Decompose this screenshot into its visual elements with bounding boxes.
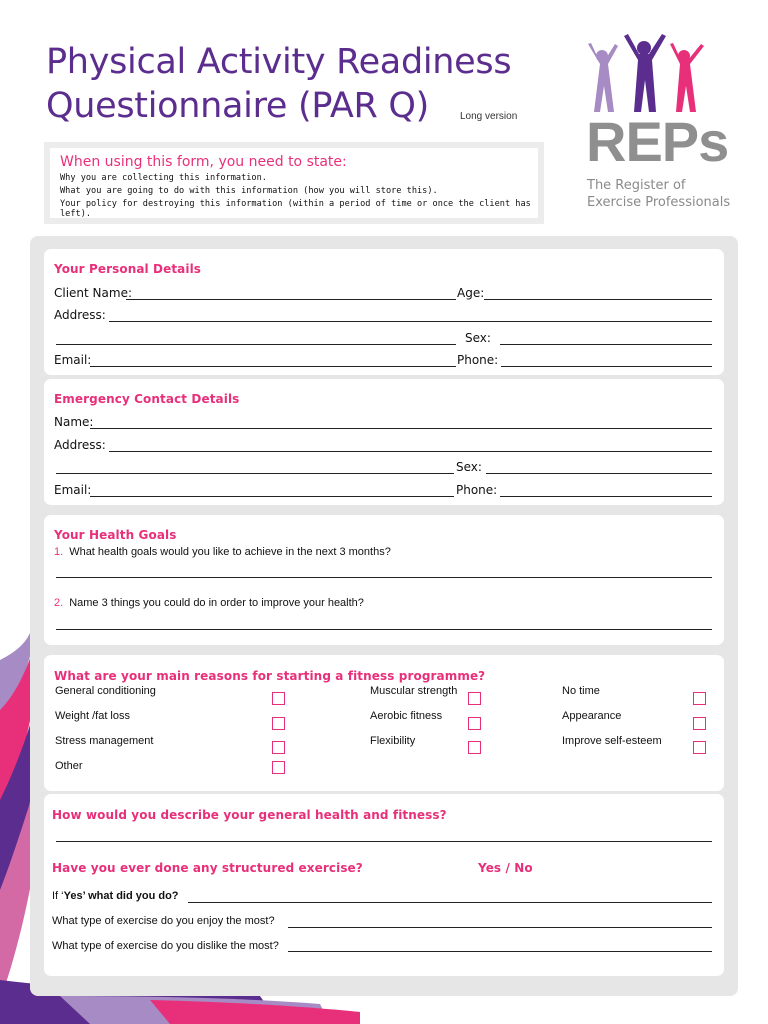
if-yes-bold: Yes’ what did you do? <box>63 890 179 902</box>
emergency-address-field-line2[interactable] <box>56 473 454 474</box>
emergency-sex-label: Sex: <box>456 460 482 474</box>
email-label: Email: <box>54 353 92 367</box>
reps-tagline-1: The Register of <box>587 178 686 193</box>
version-label: Long version <box>460 111 518 122</box>
phone-label: Phone: <box>457 353 499 367</box>
reason-stress-management: Stress management <box>55 735 154 747</box>
general-health-question: How would you describe your general health and fitness? <box>52 808 447 822</box>
emergency-address-field[interactable] <box>109 451 712 452</box>
checkbox-muscular-strength[interactable] <box>468 692 481 705</box>
reason-self-esteem: Improve self-esteem <box>562 735 662 747</box>
notice-box <box>44 142 544 224</box>
emergency-phone-label: Phone: <box>456 483 498 497</box>
fitness-history-card <box>44 794 724 976</box>
emergency-phone-field[interactable] <box>500 496 712 497</box>
client-name-field[interactable] <box>126 299 456 300</box>
sex-field[interactable] <box>500 344 712 345</box>
yes-no-option[interactable]: Yes / No <box>478 861 533 875</box>
checkbox-no-time[interactable] <box>693 692 706 705</box>
emergency-name-field[interactable] <box>90 428 712 429</box>
reason-appearance: Appearance <box>562 710 622 722</box>
page-title-line1: Physical Activity Readiness <box>46 42 512 82</box>
section-title-goals: Your Health Goals <box>54 528 177 542</box>
question-text: What health goals would you like to achieve in the next 3 months? <box>69 546 391 558</box>
health-goals-card <box>44 515 724 645</box>
checkbox-flexibility[interactable] <box>468 741 481 754</box>
address-label: Address: <box>54 308 106 322</box>
checkbox-weight-loss[interactable] <box>272 717 285 730</box>
question-number: 1. <box>54 546 64 558</box>
enjoy-answer[interactable] <box>288 927 712 928</box>
structured-exercise-question: Have you ever done any structured exercise? <box>52 861 363 875</box>
checkbox-other[interactable] <box>272 761 285 774</box>
reason-no-time: No time <box>562 685 600 697</box>
email-field[interactable] <box>90 366 456 367</box>
if-yes-prefix: If ‘ <box>52 890 64 902</box>
notice-heading: When using this form, you need to state: <box>60 154 347 170</box>
reason-general-conditioning: General conditioning <box>55 685 156 697</box>
checkbox-aerobic-fitness[interactable] <box>468 717 481 730</box>
enjoy-question: What type of exercise do you enjoy the most? <box>52 915 275 927</box>
emergency-email-label: Email: <box>54 483 92 497</box>
checkbox-stress-management[interactable] <box>272 741 285 754</box>
phone-field[interactable] <box>501 366 712 367</box>
sex-label: Sex: <box>465 331 491 345</box>
goal-question-1 <box>54 546 391 558</box>
notice-line: Your policy for destroying this information (within a period of time or once the client has left). <box>60 199 531 219</box>
emergency-address-label: Address: <box>54 438 106 452</box>
reps-tagline-2: Exercise Professionals <box>587 195 731 210</box>
reason-weight-loss: Weight /fat loss <box>55 710 130 722</box>
dislike-question: What type of exercise do you dislike the most? <box>52 940 279 952</box>
client-name-label: Client Name: <box>54 286 132 300</box>
goal-answer-1[interactable] <box>56 577 712 578</box>
personal-details-card <box>44 249 724 375</box>
reason-aerobic-fitness: Aerobic fitness <box>370 710 443 722</box>
reps-figures-logo-icon <box>580 34 710 116</box>
checkbox-self-esteem[interactable] <box>693 741 706 754</box>
section-title-personal: Your Personal Details <box>54 262 202 276</box>
reps-wordmark: REPs <box>586 110 729 173</box>
if-yes-question <box>52 890 179 902</box>
emergency-email-field[interactable] <box>90 496 454 497</box>
reason-flexibility: Flexibility <box>370 735 416 747</box>
page-title-line2 <box>46 84 429 128</box>
age-label: Age: <box>457 286 485 300</box>
address-field-line2[interactable] <box>56 344 456 345</box>
address-field[interactable] <box>109 321 712 322</box>
emergency-contact-card <box>44 379 724 505</box>
general-health-answer[interactable] <box>56 841 712 842</box>
goal-answer-2[interactable] <box>56 629 712 630</box>
emergency-name-label: Name: <box>54 415 94 429</box>
dislike-answer[interactable] <box>288 951 712 952</box>
emergency-sex-field[interactable] <box>486 473 712 474</box>
reason-other: Other <box>55 760 83 772</box>
age-field[interactable] <box>484 299 712 300</box>
section-title-emergency: Emergency Contact Details <box>54 392 240 406</box>
reason-muscular-strength: Muscular strength <box>370 685 458 697</box>
reasons-card <box>44 655 724 791</box>
checkbox-general-conditioning[interactable] <box>272 692 285 705</box>
section-title-reasons: What are your main reasons for starting a fitness programme? <box>54 669 486 683</box>
question-text: Name 3 things you could do in order to improve your health? <box>69 597 364 609</box>
notice-line: What you are going to do with this information (how you will store this). <box>60 186 438 196</box>
if-yes-answer[interactable] <box>188 902 712 903</box>
notice-line: Why you are collecting this information. <box>60 173 267 183</box>
goal-question-2 <box>54 597 364 609</box>
question-number: 2. <box>54 597 64 609</box>
form-sheet <box>30 236 738 996</box>
page-title-text: Questionnaire (PAR Q) <box>46 86 429 126</box>
checkbox-appearance[interactable] <box>693 717 706 730</box>
